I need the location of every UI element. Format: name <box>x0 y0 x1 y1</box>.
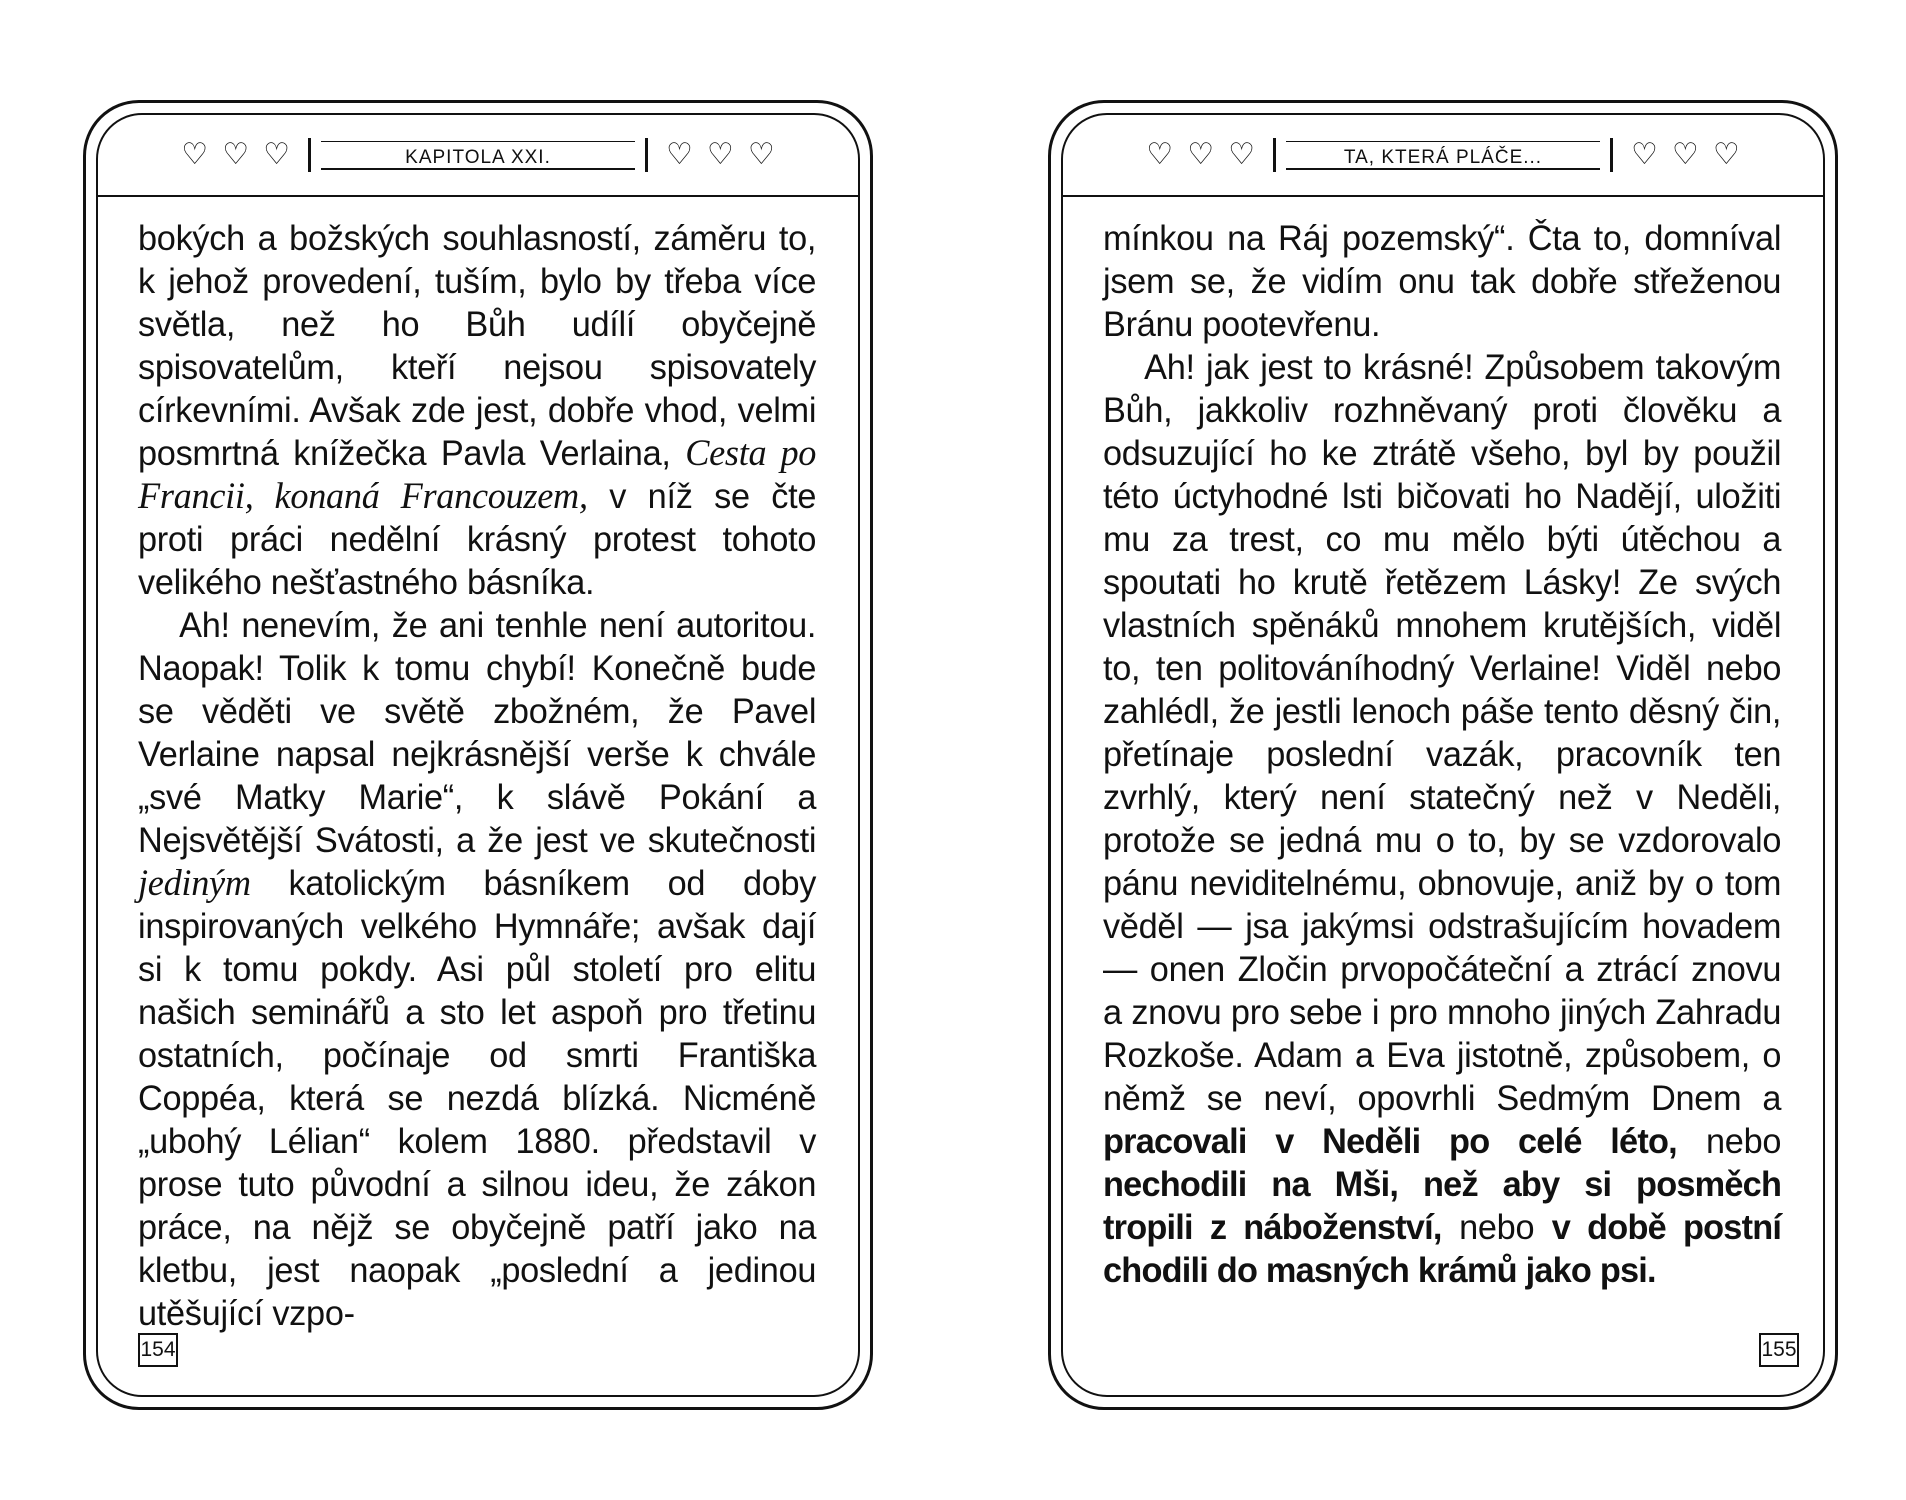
left-page-frame <box>96 113 860 1397</box>
bold-text: v době postní chodili do masných krámů jako psi. <box>1103 1208 1782 1290</box>
right-header-hearts-start <box>1146 137 1255 172</box>
left-header-hearts-end <box>666 137 775 172</box>
heart-icon: ♡ <box>263 137 290 172</box>
body-text: Ah! jak jest to krásné! Způsobem takovým Bůh, jakkoliv rozhněvaný proti člověku a odsuzující ho ke ztrátě všeho, byl by použil této úctyhodné lsti bičovati ho Nadějí, uložiti mu za trest, co mu mělo býti útěchou a spoutati ho krutě řetězem Lásky! Ze svých vlastních spěnáků mnohem krutějších, viděl to, ten politováníhodný Verlaine! Viděl nebo zahlédl, že jestli lenoch páše tento děsný čin, přetínaje poslední vazák, pracovník ten zvrhlý, který není statečný než v Neděli, protože se jedná mu o to, by se vzdorovalo pánu neviditelnému, obnovuje, aniž by o tom věděl — jsa jakýmsi odstrašujícím hovadem — onen Zločin prvopočáteční a ztrácí znovu a znovu pro sebe i pro mnoho jiných Zahradu Rozkoše. Adam a Eva jistotně, způsobem, o němž se neví, opovrhli Sedmým Dnem a <box>1103 348 1782 1118</box>
right-header-hearts-end <box>1631 137 1740 172</box>
right-page-header <box>1063 115 1823 197</box>
running-head-title: TA, KTERÁ PLÁČE... <box>1343 147 1543 168</box>
paragraph <box>138 604 816 1335</box>
body-text: v níž se čte proti práci nedělní krásný protest tohoto velikého nešťastného básníka. <box>138 477 817 602</box>
page-number: 154 <box>138 1333 178 1367</box>
bold-text: pracovali v Neděli po celé léto, <box>1103 1122 1677 1161</box>
left-page-header <box>98 115 858 197</box>
paragraph <box>1103 346 1781 1292</box>
body-text: katolickým básníkem od doby inspirovaných velkého Hymnáře; avšak dají si k tomu pokdy. Asi půl století pro elitu našich seminářů a sto let aspoň pro třetinu ostatních, počínaje od smrti Františka Coppéa, která se nezdá blízká. Nicméně „ubohý Lélian“ kolem 1880. představil v prose tuto původní a silnou ideu, že zákon práce, na nějž se obyčejně patří jako na kletbu, jest naopak „poslední a jedinou utěšující vzpo- <box>138 864 817 1333</box>
heart-icon: ♡ <box>747 137 775 172</box>
body-text: Ah! nenevím, že ani tenhle není autoritou. Naopak! Tolik k tomu chybí! Konečně bude se věděti ve světě zbožném, že Pavel Verlaine napsal nejkrásnější verše k chvále „své Matky Marie“, k slávě Pokání a Nejsvětější Svátosti, a že jest ve skutečnosti <box>138 606 817 860</box>
bold-text: nechodili na Mši, než aby si posměch tropili z náboženství, <box>1103 1165 1782 1247</box>
right-page-frame <box>1061 113 1825 1397</box>
left-page-body <box>138 217 816 1335</box>
running-head-title: KAPITOLA XXI. <box>405 147 551 168</box>
body-text: mínkou na Ráj pozemský“. Čta to, domníval jsem se, že vidím onu tak dobře střeženou Bránu pootevřenu. <box>1103 219 1782 344</box>
heart-icon: ♡ <box>666 137 693 172</box>
right-page <box>1048 100 1838 1410</box>
heart-icon: ♡ <box>1187 137 1215 172</box>
heart-icon: ♡ <box>706 137 734 172</box>
left-page <box>83 100 873 1410</box>
heart-icon: ♡ <box>222 137 250 172</box>
running-head-box <box>308 138 648 172</box>
running-head-box <box>1273 138 1613 172</box>
paragraph <box>138 217 816 604</box>
book-title-italic: Cesta po Francii, konaná Francouzem, <box>138 433 817 517</box>
right-page-body <box>1103 217 1781 1292</box>
page-number: 155 <box>1759 1333 1799 1367</box>
heart-icon: ♡ <box>1146 137 1174 172</box>
heart-icon: ♡ <box>1671 137 1699 172</box>
paragraph <box>1103 217 1781 346</box>
emphasis-italic: jediným <box>138 863 251 904</box>
body-text: nebo <box>1676 1122 1782 1161</box>
heart-icon: ♡ <box>1631 137 1658 172</box>
left-header-hearts-start <box>181 137 290 172</box>
body-text: bokých a božských souhlasností, záměru to, k jehož provedení, tuším, bylo by třeba více světla, než ho Bůh udílí obyčejně spisovatelům, kteří nejsou spisovately církevními. Avšak zde jest, dobře vhod, velmi posmrtná knížečka Pavla Verlaina, <box>138 219 817 473</box>
heart-icon: ♡ <box>1228 137 1255 172</box>
heart-icon: ♡ <box>1712 137 1740 172</box>
heart-icon: ♡ <box>181 137 209 172</box>
body-text: nebo <box>1441 1208 1552 1247</box>
